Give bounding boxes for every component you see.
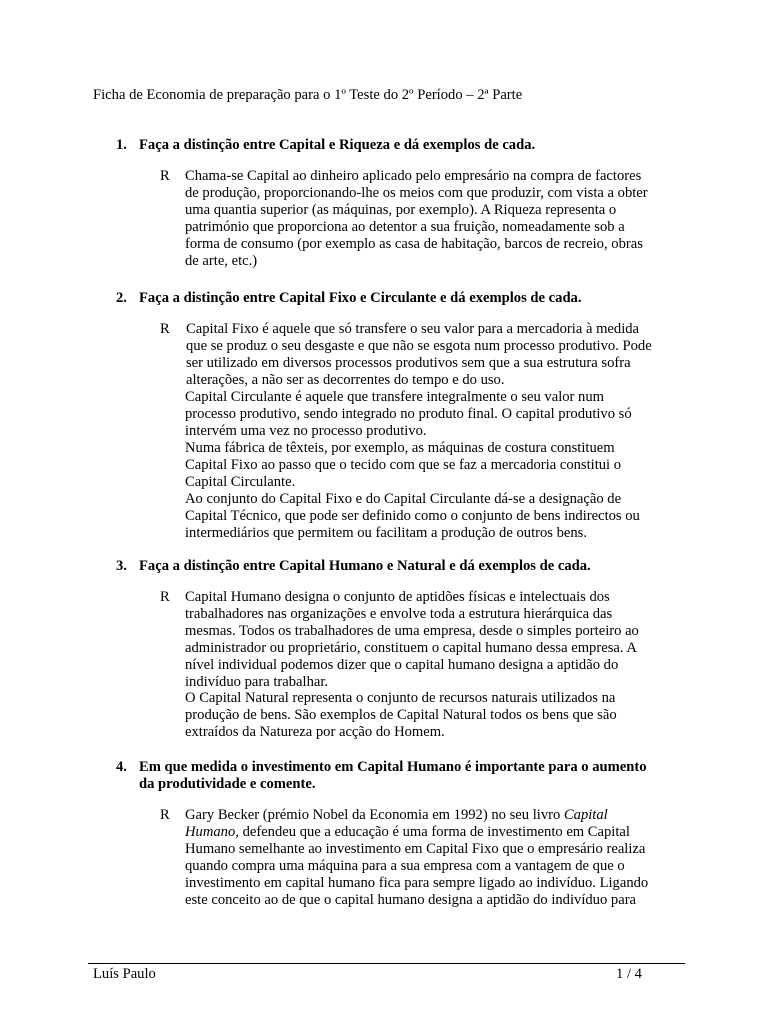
answer-paragraph: O Capital Natural representa o conjunto de recursos naturais utilizados na produção de bens. São exemplos de Capital Natural todos os bens que são extraídos da Natureza por acção do Homem. [185, 690, 617, 740]
answer-marker: R [160, 168, 170, 184]
question-text: Faça a distinção entre Capital Humano e Natural e dá exemplos de cada. [139, 558, 591, 574]
question-text: Em que medida o investimento em Capital Humano é importante para o aumento da produtividade e comente. [139, 759, 647, 792]
question-number: 4. [116, 759, 127, 775]
footer-author: Luís Paulo [93, 966, 156, 982]
question-text: Faça a distinção entre Capital e Riqueza e dá exemplos de cada. [139, 137, 536, 153]
answer-marker: R [160, 589, 170, 605]
question-number: 3. [116, 558, 127, 574]
answer-paragraph: Gary Becker (prémio Nobel da Economia em 1992) no seu livro Capital Humano, defendeu que a educação é uma forma de investimento em Capital Humano semelhante ao investimento em Capital Fixo que o empresário realiza quando compra uma máquina para a sua empresa com a vantagem de que o investimento em capital humano fica para sempre ligado ao indivíduo. Ligando este conceito ao de que o capital humano designa a aptidão do indivíduo para [185, 807, 649, 908]
answer-paragraph: Chama-se Capital ao dinheiro aplicado pelo empresário na compra de factores de produção, proporcionando-lhe os meios com que produzir, com vista a obter uma quantia superior (as máquinas, por exemplo). A Riqueza representa o património que proporciona ao detentor a sua fruição, nomeadamente sob a forma de consumo (por exemplo as casa de habitação, barcos de recreio, obras de arte, etc.) [185, 168, 648, 269]
document-header: Ficha de Economia de preparação para o 1º Teste do 2º Período – 2ª Parte [93, 87, 523, 103]
footer-divider [88, 963, 685, 964]
book-title: Capital [563, 807, 608, 823]
book-title: Humano, [185, 824, 239, 840]
answer-paragraph: Capital Humano designa o conjunto de aptidões físicas e intelectuais dos trabalhadores nas organizações e envolve toda a estrutura hierárquica das mesmas. Todos os trabalhadores de uma empresa, desde o simples porteiro ao administrador ou proprietário, constituem o capital humano dessa empresa. A nível individual podemos dizer que o capital humano designa a aptidão do indivíduo para trabalhar. [185, 589, 639, 690]
answer-marker: R [160, 321, 170, 337]
answer-marker: R [160, 807, 170, 823]
answer-paragraph: Capital Circulante é aquele que transfere integralmente o seu valor num processo produtivo, sendo integrado no produto final. O capital produtivo só intervém uma vez no processo produtivo. Numa fábrica de têxteis, por exemplo, as máquinas de costura constituem Capital Fixo ao passo que o tecido com que se faz a mercadoria constitui o Capital Circulante. Ao conjunto do Capital Fixo e do Capital Circulante dá-se a designação de Capital Técnico, que pode ser definido como o conjunto de bens indirectos ou intermediários que permitem ou facilitam a produção de outros bens. [185, 389, 640, 541]
question-number: 1. [116, 137, 127, 153]
answer-paragraph: Capital Fixo é aquele que só transfere o seu valor para a mercadoria à medida que se produz o seu desgaste e que não se esgota num processo produtivo. Pode ser utilizado em diversos processos produtivos sem que a sua estrutura sofra alterações, a não ser as decorrentes do tempo e do uso. [186, 321, 652, 388]
question-text: Faça a distinção entre Capital Fixo e Circulante e dá exemplos de cada. [139, 290, 582, 306]
footer-page-number: 1 / 4 [616, 966, 642, 982]
question-number: 2. [116, 290, 127, 306]
